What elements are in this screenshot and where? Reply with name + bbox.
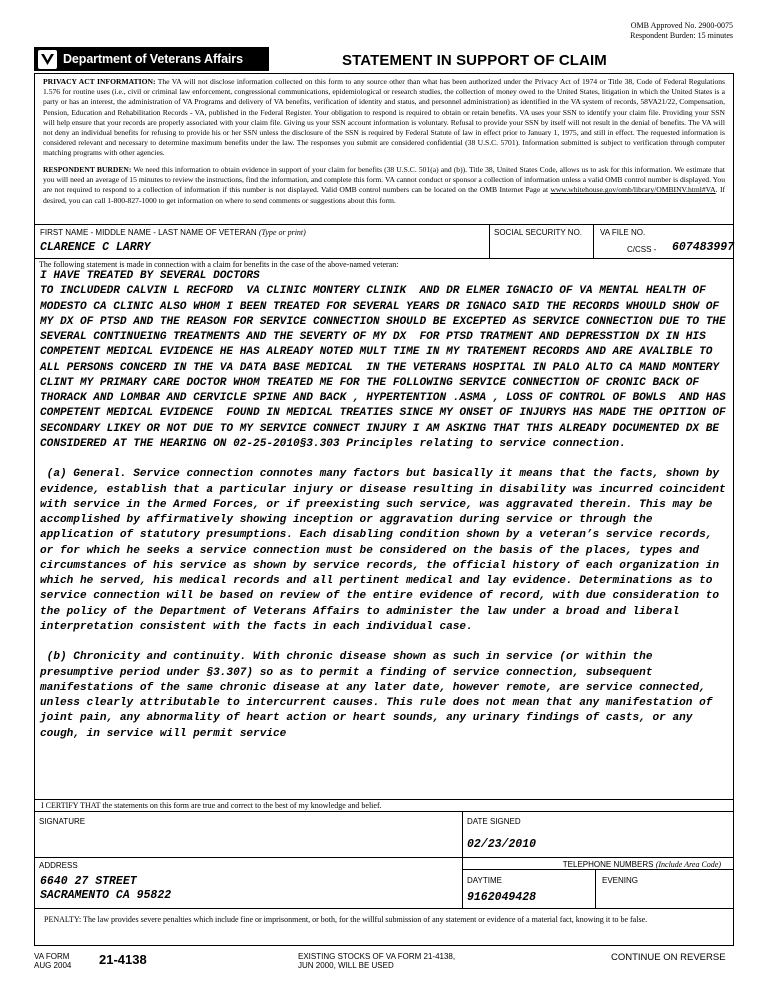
- certify-statement: I CERTIFY THAT the statements on this form are true and correct to the best of my knowledge and belief.: [41, 801, 382, 810]
- statement-text-field[interactable]: I HAVE TREATED BY SEVERAL DOCTORS TO INCLUDEDR CALVIN L RECFORD VA CLINIC MONTERY CLINIK AND DR ELMER IGNACIO OF VA MENTAL HEALTH OF MODESTO CA CLINIC ALSO WHOM I BEEN TREATED FOR SEVERAL YEARS DR IGNACO SAID THE RECORDS WHOULD SHOW OF MY DX OF PTSD AND THE REASON FOR SERVICE CONNECTION SHOULD BE EXCEPTED AS SERVICE CONNECTION DUE TO THE SEVERAL CONTINUEING TREATMENTS AND THE SEVERTY OF MY DX FOR PTSD TRATMENT AND DEPRESSTION DX IN HIS COMPETENT MEDICAL EVIDENCE HE HAS ALREADY NOTED MULT TIME IN MY TRATEMENT RECORDS AND ARE AVALIBLE TO ALL PERSONS CONCERD IN THE VA DATA BASE MEDICAL IN THE VETERANS HOSPITAL IN PALO ALTO CA MAND MONTERY CLINT MY PRIMARY CARE DOCTOR WHOM TREATED ME FOR THE FOLLOWING SERVICE CONNECTION OF CRONIC BACK OF THORACK AND LOMBAR AND CERVICLE SPINE AND BACK , HYPERTENTION .ASMA , LOSS OF CONTROL OF BOWLS AND HAS COMPETENT MEDICAL EVIDENCE FOUND IN MEDICAL TREATIES SINCE MY ONSET OF INJURYS HAS MADE THE OPITION OF SECONDARY LIKEY OR NOT DUE TO MY SERVICE CONNECT INJURY I AM ASKING THAT THIS ALREADY DOCUMENTED DX BE CONSIDERED AT THE HEARING ON 02-25-2010§3.303 Principles relating to service connection. (a) General. Service connection connotes many factors but basically it means that the facts, shown by evidence, establish that a particular injury or disease resulting in disability was incurred coincident with service in the Armed Forces, or if preexisting such service, was aggravated therein. This may be accomplished by affirmatively showing inception or aggravation during service or through the application of statutory presumptions. Each disabling condition shown by a veteran’s service records, or for which he seeks a service connection must be considered on the basis of the places, types and circumstances of his service as shown by service records, the official history of each organization in which he served, his medical records and all pertinent medical and lay evidence. Determinations as to service connection will be based on review of the entire evidence of record, with due consideration to the policy of the Department of Veterans Affairs to administer the law under a broad and liberal interpretation consistent with the facts in each individual case. (b) Chronicity and continuity. With chronic disease shown as such in service (or within the presumptive period under §3.307) so as to permit a finding of service connection, subsequent manifestations of the same chronic disease at any later date, however remote, are service connected, unless clearly attributable to intercurrent causes. This rule does not mean that any manifestation of joint pain, any abnormality of heart action or heart sounds, any urinary findings of casts, or any cough, in service will permit service: [40, 270, 726, 740]
- address-row: [35, 858, 733, 909]
- respondent-burden-time: Respondent Burden: 15 minutes: [630, 30, 733, 40]
- statement-section: [35, 259, 733, 800]
- respondent-burden-notice: [43, 165, 725, 206]
- omb-info: [0, 21, 733, 40]
- signature-label: SIGNATURE: [39, 817, 86, 826]
- signature-row: [35, 812, 733, 858]
- ssn-label: SOCIAL SECURITY NO.: [494, 228, 583, 237]
- address-line1-field[interactable]: 6640 27 STREET: [40, 875, 137, 888]
- divider: [489, 225, 490, 258]
- form-label: VA FORM AUG 2004: [34, 952, 72, 970]
- date-signed-label: DATE SIGNED: [467, 817, 521, 826]
- form-frame: [34, 73, 734, 946]
- privacy-text: The VA will not disclose information collected on this form to any source other than what has been authorized under the Privacy Act of 1974 or Title 38, Code of Federal Regulations 1.576 for routine uses (i.e., civil or criminal law enforcement, congressional communications, epidemiological or research studies, the collection of money owed to the United States, litigation in which the United States is a party or has an interest, the administration of VA Programs and delivery of VA benefits, verification of identity and status, and personnel administration) as identified in the VA system of records, 58VA21/22, Compensation, Pension, Education and Rehabilitation Records - VA, published in the Federal Register. Your obligation to respond is required to obtain or retain benefits. VA uses your SSN to identify your claim file. Providing your SSN will help ensure that your records are properly associated with your claim file. Giving us your SSN account information is voluntary. Refusal to provide your SSN by itself will not result in the denial of benefits. The VA will not deny an individual benefits for refusing to provide his or her SSN unless the disclosure of the SSN is required by Federal Statute of law in effect prior to January 1, 1975, and still in effect. The requested information is considered relevant and necessary to determine maximum benefits under the law. The responses you submit are considered confidential (38 U.S.C. 5701). Information submitted is subject to verification through computer matching programs with other agencies.: [43, 77, 725, 158]
- burden-text-end: . If desired, you can call 1-800-827-1000 to get information on where to send comments or suggestions about this form.: [43, 185, 725, 205]
- divider: [462, 812, 463, 857]
- certify-row: [35, 800, 733, 812]
- agency-name: Department of Veterans Affairs: [63, 52, 243, 66]
- form-number: 21-4138: [99, 952, 147, 967]
- address-line2-field[interactable]: SACRAMENTO CA 95822: [40, 889, 172, 902]
- burden-text: We need this information to obtain evidence in support of your claim for benefits (38 U.S.C. 501(a) and (b)). Title 38, United States Code, allows us to ask for this information. We estimate that you will need an average of 15 minutes to review the instructions, find the information, and complete this form. VA cannot conduct or sponsor a collection of information unless a valid OMB control number is displayed. You are not required to respond to a collection of information if this number is not displayed. Valid OMB control numbers can be located on the OMB Internet Page at: [43, 165, 726, 195]
- address-label: ADDRESS: [39, 861, 78, 870]
- penalty-row: [35, 909, 733, 947]
- divider: [595, 870, 596, 908]
- penalty-text: PENALTY: The law provides severe penalties which include fine or imprisonment, or both, for the willful submission of any statement or evidence of a material fact, knowing it to be false.: [44, 915, 648, 924]
- form-title: STATEMENT IN SUPPORT OF CLAIM: [342, 52, 607, 69]
- privacy-act-notice: [43, 77, 725, 159]
- telephone-header: [462, 858, 733, 870]
- veteran-name-field[interactable]: CLARENCE C LARRY: [40, 241, 151, 254]
- veteran-name-label: FIRST NAME - MIDDLE NAME - LAST NAME OF VETERAN (Type or print): [40, 228, 306, 237]
- date-signed-field[interactable]: 02/23/2010: [467, 838, 537, 851]
- evening-label: EVENING: [602, 876, 639, 885]
- daytime-label: DAYTIME: [467, 876, 502, 885]
- statement-label: The following statement is made in connection with a claim for benefits in the case of the above-named veteran:: [39, 260, 399, 269]
- continue-on-reverse: CONTINUE ON REVERSE: [611, 952, 726, 963]
- telephone-label: TELEPHONE NUMBERS (Include Area Code): [562, 860, 721, 869]
- va-seal-icon: [38, 50, 57, 69]
- css-prefix: C/CSS -: [627, 245, 657, 254]
- privacy-heading: PRIVACY ACT INFORMATION:: [43, 77, 156, 86]
- omb-link[interactable]: www.whitehouse.gov/omb/library/OMBINV.html#VA: [550, 185, 716, 195]
- notice-section: [35, 74, 733, 225]
- veteran-info-row: [35, 225, 733, 259]
- divider: [593, 225, 594, 258]
- va-file-label: VA FILE NO.: [600, 228, 646, 237]
- burden-heading: RESPONDENT BURDEN:: [43, 165, 132, 174]
- va-file-number-field[interactable]: 607483997: [672, 241, 735, 254]
- existing-stocks-note: EXISTING STOCKS OF VA FORM 21-4138, JUN 2000, WILL BE USED: [298, 952, 456, 970]
- va-logo: [34, 47, 269, 71]
- omb-number: OMB Approved No. 2900-0075: [630, 21, 733, 30]
- daytime-phone-field[interactable]: 9162049428: [467, 891, 537, 904]
